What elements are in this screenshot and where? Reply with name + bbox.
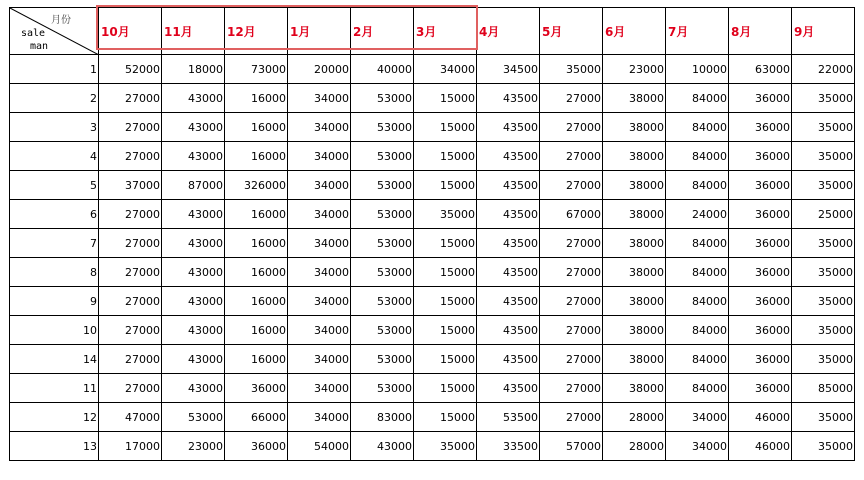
sales-value-cell[interactable]: 54000	[288, 432, 351, 461]
corner-header-cell[interactable]	[10, 8, 99, 55]
sales-value-cell[interactable]: 34000	[288, 374, 351, 403]
sales-value-cell[interactable]: 34000	[288, 403, 351, 432]
sales-value-cell[interactable]: 35000	[792, 171, 855, 200]
month-header-cell[interactable]: 3月	[414, 8, 477, 55]
sales-value-cell[interactable]: 35000	[792, 258, 855, 287]
sales-value-cell[interactable]: 36000	[729, 84, 792, 113]
sales-value-cell[interactable]: 18000	[162, 55, 225, 84]
sales-value-cell[interactable]: 25000	[792, 200, 855, 229]
sales-value-cell[interactable]: 35000	[792, 287, 855, 316]
sales-value-cell[interactable]: 87000	[162, 171, 225, 200]
sales-value-cell[interactable]: 43500	[477, 287, 540, 316]
table-row	[10, 403, 855, 432]
sales-value-cell[interactable]: 38000	[603, 345, 666, 374]
sales-value-cell[interactable]: 15000	[414, 345, 477, 374]
sales-value-cell[interactable]: 15000	[414, 142, 477, 171]
sales-value-cell[interactable]: 27000	[99, 345, 162, 374]
sales-value-cell[interactable]: 27000	[99, 258, 162, 287]
sales-value-cell[interactable]: 34000	[288, 84, 351, 113]
salesman-cell[interactable]: 11	[10, 374, 99, 403]
sales-value-cell[interactable]: 38000	[603, 142, 666, 171]
sales-value-cell[interactable]: 36000	[225, 432, 288, 461]
sales-value-cell[interactable]: 35000	[792, 229, 855, 258]
sales-value-cell[interactable]: 27000	[99, 200, 162, 229]
sales-value-cell[interactable]: 53000	[351, 345, 414, 374]
table-row	[10, 345, 855, 374]
sales-value-cell[interactable]: 36000	[729, 345, 792, 374]
sales-value-cell[interactable]: 84000	[666, 171, 729, 200]
sales-value-cell[interactable]: 27000	[540, 316, 603, 345]
sales-value-cell[interactable]: 15000	[414, 84, 477, 113]
sales-value-cell[interactable]: 34000	[288, 287, 351, 316]
table-row	[10, 432, 855, 461]
salesman-cell[interactable]: 8	[10, 258, 99, 287]
sales-value-cell[interactable]: 38000	[603, 287, 666, 316]
table-row	[10, 229, 855, 258]
sales-value-cell[interactable]: 53000	[351, 374, 414, 403]
sales-value-cell[interactable]: 43500	[477, 171, 540, 200]
table-row	[10, 287, 855, 316]
sales-value-cell[interactable]: 28000	[603, 432, 666, 461]
salesman-cell[interactable]: 13	[10, 432, 99, 461]
sales-value-cell[interactable]: 34000	[666, 403, 729, 432]
sales-value-cell[interactable]: 15000	[414, 287, 477, 316]
sales-value-cell[interactable]: 35000	[540, 55, 603, 84]
sales-value-cell[interactable]: 36000	[729, 258, 792, 287]
sales-value-cell[interactable]: 43000	[162, 316, 225, 345]
sales-value-cell[interactable]: 46000	[729, 403, 792, 432]
sales-value-cell[interactable]: 23000	[603, 55, 666, 84]
month-header-cell[interactable]: 5月	[540, 8, 603, 55]
salesman-cell[interactable]: 7	[10, 229, 99, 258]
sales-value-cell[interactable]: 38000	[603, 374, 666, 403]
sales-value-cell[interactable]: 27000	[99, 84, 162, 113]
sales-value-cell[interactable]: 43000	[162, 345, 225, 374]
sales-value-cell[interactable]: 34000	[288, 200, 351, 229]
sales-value-cell[interactable]: 35000	[792, 84, 855, 113]
sales-value-cell[interactable]: 35000	[414, 200, 477, 229]
sales-value-cell[interactable]: 35000	[792, 403, 855, 432]
sales-value-cell[interactable]: 27000	[540, 113, 603, 142]
sales-value-cell[interactable]: 53500	[477, 403, 540, 432]
sales-value-cell[interactable]: 34500	[477, 55, 540, 84]
sales-value-cell[interactable]: 38000	[603, 200, 666, 229]
table-row	[10, 316, 855, 345]
sales-value-cell[interactable]: 34000	[288, 142, 351, 171]
sales-value-cell[interactable]: 24000	[666, 200, 729, 229]
month-header-cell[interactable]: 7月	[666, 8, 729, 55]
month-header-cell[interactable]: 11月	[162, 8, 225, 55]
sales-value-cell[interactable]: 38000	[603, 84, 666, 113]
sales-value-cell[interactable]: 27000	[540, 171, 603, 200]
sales-value-cell[interactable]: 34000	[288, 316, 351, 345]
salesman-cell[interactable]: 12	[10, 403, 99, 432]
sales-value-cell[interactable]: 36000	[729, 142, 792, 171]
sales-value-cell[interactable]: 38000	[603, 229, 666, 258]
sales-value-cell[interactable]: 27000	[540, 229, 603, 258]
sales-value-cell[interactable]: 27000	[540, 403, 603, 432]
sales-value-cell[interactable]: 85000	[792, 374, 855, 403]
month-header-cell[interactable]: 6月	[603, 8, 666, 55]
sales-value-cell[interactable]: 84000	[666, 229, 729, 258]
month-header-cell[interactable]: 12月	[225, 8, 288, 55]
sales-value-cell[interactable]: 53000	[351, 200, 414, 229]
sales-value-cell[interactable]: 36000	[729, 171, 792, 200]
sales-value-cell[interactable]: 53000	[351, 229, 414, 258]
sales-value-cell[interactable]: 36000	[729, 229, 792, 258]
sales-value-cell[interactable]: 36000	[225, 374, 288, 403]
sales-value-cell[interactable]: 84000	[666, 258, 729, 287]
corner-month-label: 月份	[51, 15, 71, 26]
sales-value-cell[interactable]: 38000	[603, 171, 666, 200]
table-row	[10, 200, 855, 229]
salesman-cell[interactable]: 10	[10, 316, 99, 345]
sales-value-cell[interactable]: 43500	[477, 345, 540, 374]
sales-value-cell[interactable]: 15000	[414, 258, 477, 287]
sales-value-cell[interactable]: 36000	[729, 374, 792, 403]
sales-value-cell[interactable]: 15000	[414, 113, 477, 142]
sales-value-cell[interactable]: 20000	[288, 55, 351, 84]
sales-value-cell[interactable]: 43000	[162, 200, 225, 229]
sales-value-cell[interactable]: 35000	[792, 345, 855, 374]
sales-value-cell[interactable]: 27000	[99, 113, 162, 142]
sales-value-cell[interactable]: 73000	[225, 55, 288, 84]
sales-value-cell[interactable]: 35000	[792, 432, 855, 461]
sales-value-cell[interactable]: 27000	[99, 374, 162, 403]
sales-value-cell[interactable]: 43000	[162, 84, 225, 113]
salesman-cell[interactable]: 9	[10, 287, 99, 316]
sales-value-cell[interactable]: 43500	[477, 316, 540, 345]
sales-value-cell[interactable]: 83000	[351, 403, 414, 432]
sales-value-cell[interactable]: 27000	[99, 142, 162, 171]
sales-value-cell[interactable]: 27000	[540, 287, 603, 316]
salesman-cell[interactable]: 5	[10, 171, 99, 200]
table-row	[10, 84, 855, 113]
sales-value-cell[interactable]: 16000	[225, 84, 288, 113]
sales-value-cell[interactable]: 34000	[288, 171, 351, 200]
month-header-cell[interactable]: 9月	[792, 8, 855, 55]
sales-value-cell[interactable]: 34000	[288, 345, 351, 374]
salesman-cell[interactable]: 1	[10, 55, 99, 84]
corner-salesman-label-line1: sale	[21, 28, 46, 39]
sales-value-cell[interactable]: 27000	[540, 345, 603, 374]
sales-value-cell[interactable]: 17000	[99, 432, 162, 461]
salesman-cell[interactable]: 14	[10, 345, 99, 374]
sales-value-cell[interactable]: 43000	[162, 374, 225, 403]
sales-value-cell[interactable]: 16000	[225, 316, 288, 345]
sales-value-cell[interactable]: 43500	[477, 229, 540, 258]
sales-value-cell[interactable]: 16000	[225, 113, 288, 142]
corner-salesman-label-line2: man	[30, 41, 49, 52]
month-header-cell[interactable]: 10月	[99, 8, 162, 55]
table-row	[10, 258, 855, 287]
sales-value-cell[interactable]: 38000	[603, 258, 666, 287]
sales-value-cell[interactable]: 15000	[414, 403, 477, 432]
salesman-cell[interactable]: 2	[10, 84, 99, 113]
sales-value-cell[interactable]: 84000	[666, 345, 729, 374]
sales-value-cell[interactable]: 36000	[729, 113, 792, 142]
sales-value-cell[interactable]: 27000	[540, 142, 603, 171]
sales-value-cell[interactable]: 22000	[792, 55, 855, 84]
sales-value-cell[interactable]: 23000	[162, 432, 225, 461]
sales-value-cell[interactable]: 46000	[729, 432, 792, 461]
table-row	[10, 55, 855, 84]
sales-value-cell[interactable]: 15000	[414, 316, 477, 345]
sales-value-cell[interactable]: 35000	[792, 142, 855, 171]
sales-value-cell[interactable]: 53000	[351, 113, 414, 142]
sales-value-cell[interactable]: 43500	[477, 113, 540, 142]
month-header-cell[interactable]: 2月	[351, 8, 414, 55]
sales-value-cell[interactable]: 53000	[351, 171, 414, 200]
sales-value-cell[interactable]: 36000	[729, 200, 792, 229]
sales-value-cell[interactable]: 66000	[225, 403, 288, 432]
table-row	[10, 113, 855, 142]
table-row	[10, 142, 855, 171]
sales-value-cell[interactable]: 43000	[351, 432, 414, 461]
sales-value-cell[interactable]: 57000	[540, 432, 603, 461]
sales-value-cell[interactable]: 53000	[351, 142, 414, 171]
sales-value-cell[interactable]: 43000	[162, 229, 225, 258]
sales-value-cell[interactable]: 27000	[99, 287, 162, 316]
sales-value-cell[interactable]: 15000	[414, 171, 477, 200]
sales-value-cell[interactable]: 34000	[288, 113, 351, 142]
sales-value-cell[interactable]: 53000	[162, 403, 225, 432]
sales-value-cell[interactable]: 47000	[99, 403, 162, 432]
sales-value-cell[interactable]: 43000	[162, 142, 225, 171]
sales-table	[9, 7, 855, 461]
table-row	[10, 171, 855, 200]
sales-value-cell[interactable]: 52000	[99, 55, 162, 84]
sales-value-cell[interactable]: 27000	[540, 258, 603, 287]
sales-value-cell[interactable]: 10000	[666, 55, 729, 84]
salesman-cell[interactable]: 6	[10, 200, 99, 229]
sales-value-cell[interactable]: 40000	[351, 55, 414, 84]
month-header-cell[interactable]: 1月	[288, 8, 351, 55]
sales-value-cell[interactable]: 27000	[99, 229, 162, 258]
month-header-cell[interactable]: 8月	[729, 8, 792, 55]
sales-value-cell[interactable]: 16000	[225, 229, 288, 258]
table-body	[10, 55, 855, 461]
sales-value-cell[interactable]: 43000	[162, 287, 225, 316]
sales-value-cell[interactable]: 38000	[603, 113, 666, 142]
sales-value-cell[interactable]: 43500	[477, 142, 540, 171]
sales-value-cell[interactable]: 15000	[414, 374, 477, 403]
sales-value-cell[interactable]: 34000	[288, 229, 351, 258]
sales-value-cell[interactable]: 35000	[414, 432, 477, 461]
sales-value-cell[interactable]: 43500	[477, 374, 540, 403]
salesman-cell[interactable]: 3	[10, 113, 99, 142]
sales-value-cell[interactable]: 43000	[162, 113, 225, 142]
salesman-cell[interactable]: 4	[10, 142, 99, 171]
sales-value-cell[interactable]: 84000	[666, 113, 729, 142]
sales-value-cell[interactable]: 36000	[729, 287, 792, 316]
sales-value-cell[interactable]: 33500	[477, 432, 540, 461]
table-row	[10, 374, 855, 403]
sales-value-cell[interactable]: 16000	[225, 200, 288, 229]
header-row	[10, 8, 855, 55]
sales-value-cell[interactable]: 38000	[603, 316, 666, 345]
sales-value-cell[interactable]: 84000	[666, 142, 729, 171]
sales-value-cell[interactable]: 16000	[225, 142, 288, 171]
sales-value-cell[interactable]: 43500	[477, 200, 540, 229]
sales-value-cell[interactable]: 34000	[414, 55, 477, 84]
sales-value-cell[interactable]: 28000	[603, 403, 666, 432]
sales-value-cell[interactable]: 84000	[666, 316, 729, 345]
sales-value-cell[interactable]: 63000	[729, 55, 792, 84]
sales-value-cell[interactable]: 16000	[225, 345, 288, 374]
sales-value-cell[interactable]: 43000	[162, 258, 225, 287]
month-header-cell[interactable]: 4月	[477, 8, 540, 55]
sales-value-cell[interactable]: 67000	[540, 200, 603, 229]
sales-value-cell[interactable]: 53000	[351, 316, 414, 345]
sales-value-cell[interactable]: 43500	[477, 84, 540, 113]
sales-value-cell[interactable]: 27000	[540, 84, 603, 113]
sales-value-cell[interactable]: 43500	[477, 258, 540, 287]
sales-value-cell[interactable]: 34000	[288, 258, 351, 287]
sales-value-cell[interactable]: 326000	[225, 171, 288, 200]
sales-value-cell[interactable]: 84000	[666, 287, 729, 316]
sales-value-cell[interactable]: 84000	[666, 84, 729, 113]
sales-value-cell[interactable]: 35000	[792, 113, 855, 142]
sales-value-cell[interactable]: 36000	[729, 316, 792, 345]
sales-value-cell[interactable]: 16000	[225, 287, 288, 316]
sales-value-cell[interactable]: 27000	[540, 374, 603, 403]
sales-value-cell[interactable]: 53000	[351, 287, 414, 316]
sales-value-cell[interactable]: 53000	[351, 84, 414, 113]
sales-value-cell[interactable]: 27000	[99, 316, 162, 345]
sales-value-cell[interactable]: 35000	[792, 316, 855, 345]
sales-value-cell[interactable]: 15000	[414, 229, 477, 258]
sales-value-cell[interactable]: 16000	[225, 258, 288, 287]
sales-value-cell[interactable]: 34000	[666, 432, 729, 461]
sales-value-cell[interactable]: 84000	[666, 374, 729, 403]
sales-value-cell[interactable]: 37000	[99, 171, 162, 200]
sales-value-cell[interactable]: 53000	[351, 258, 414, 287]
